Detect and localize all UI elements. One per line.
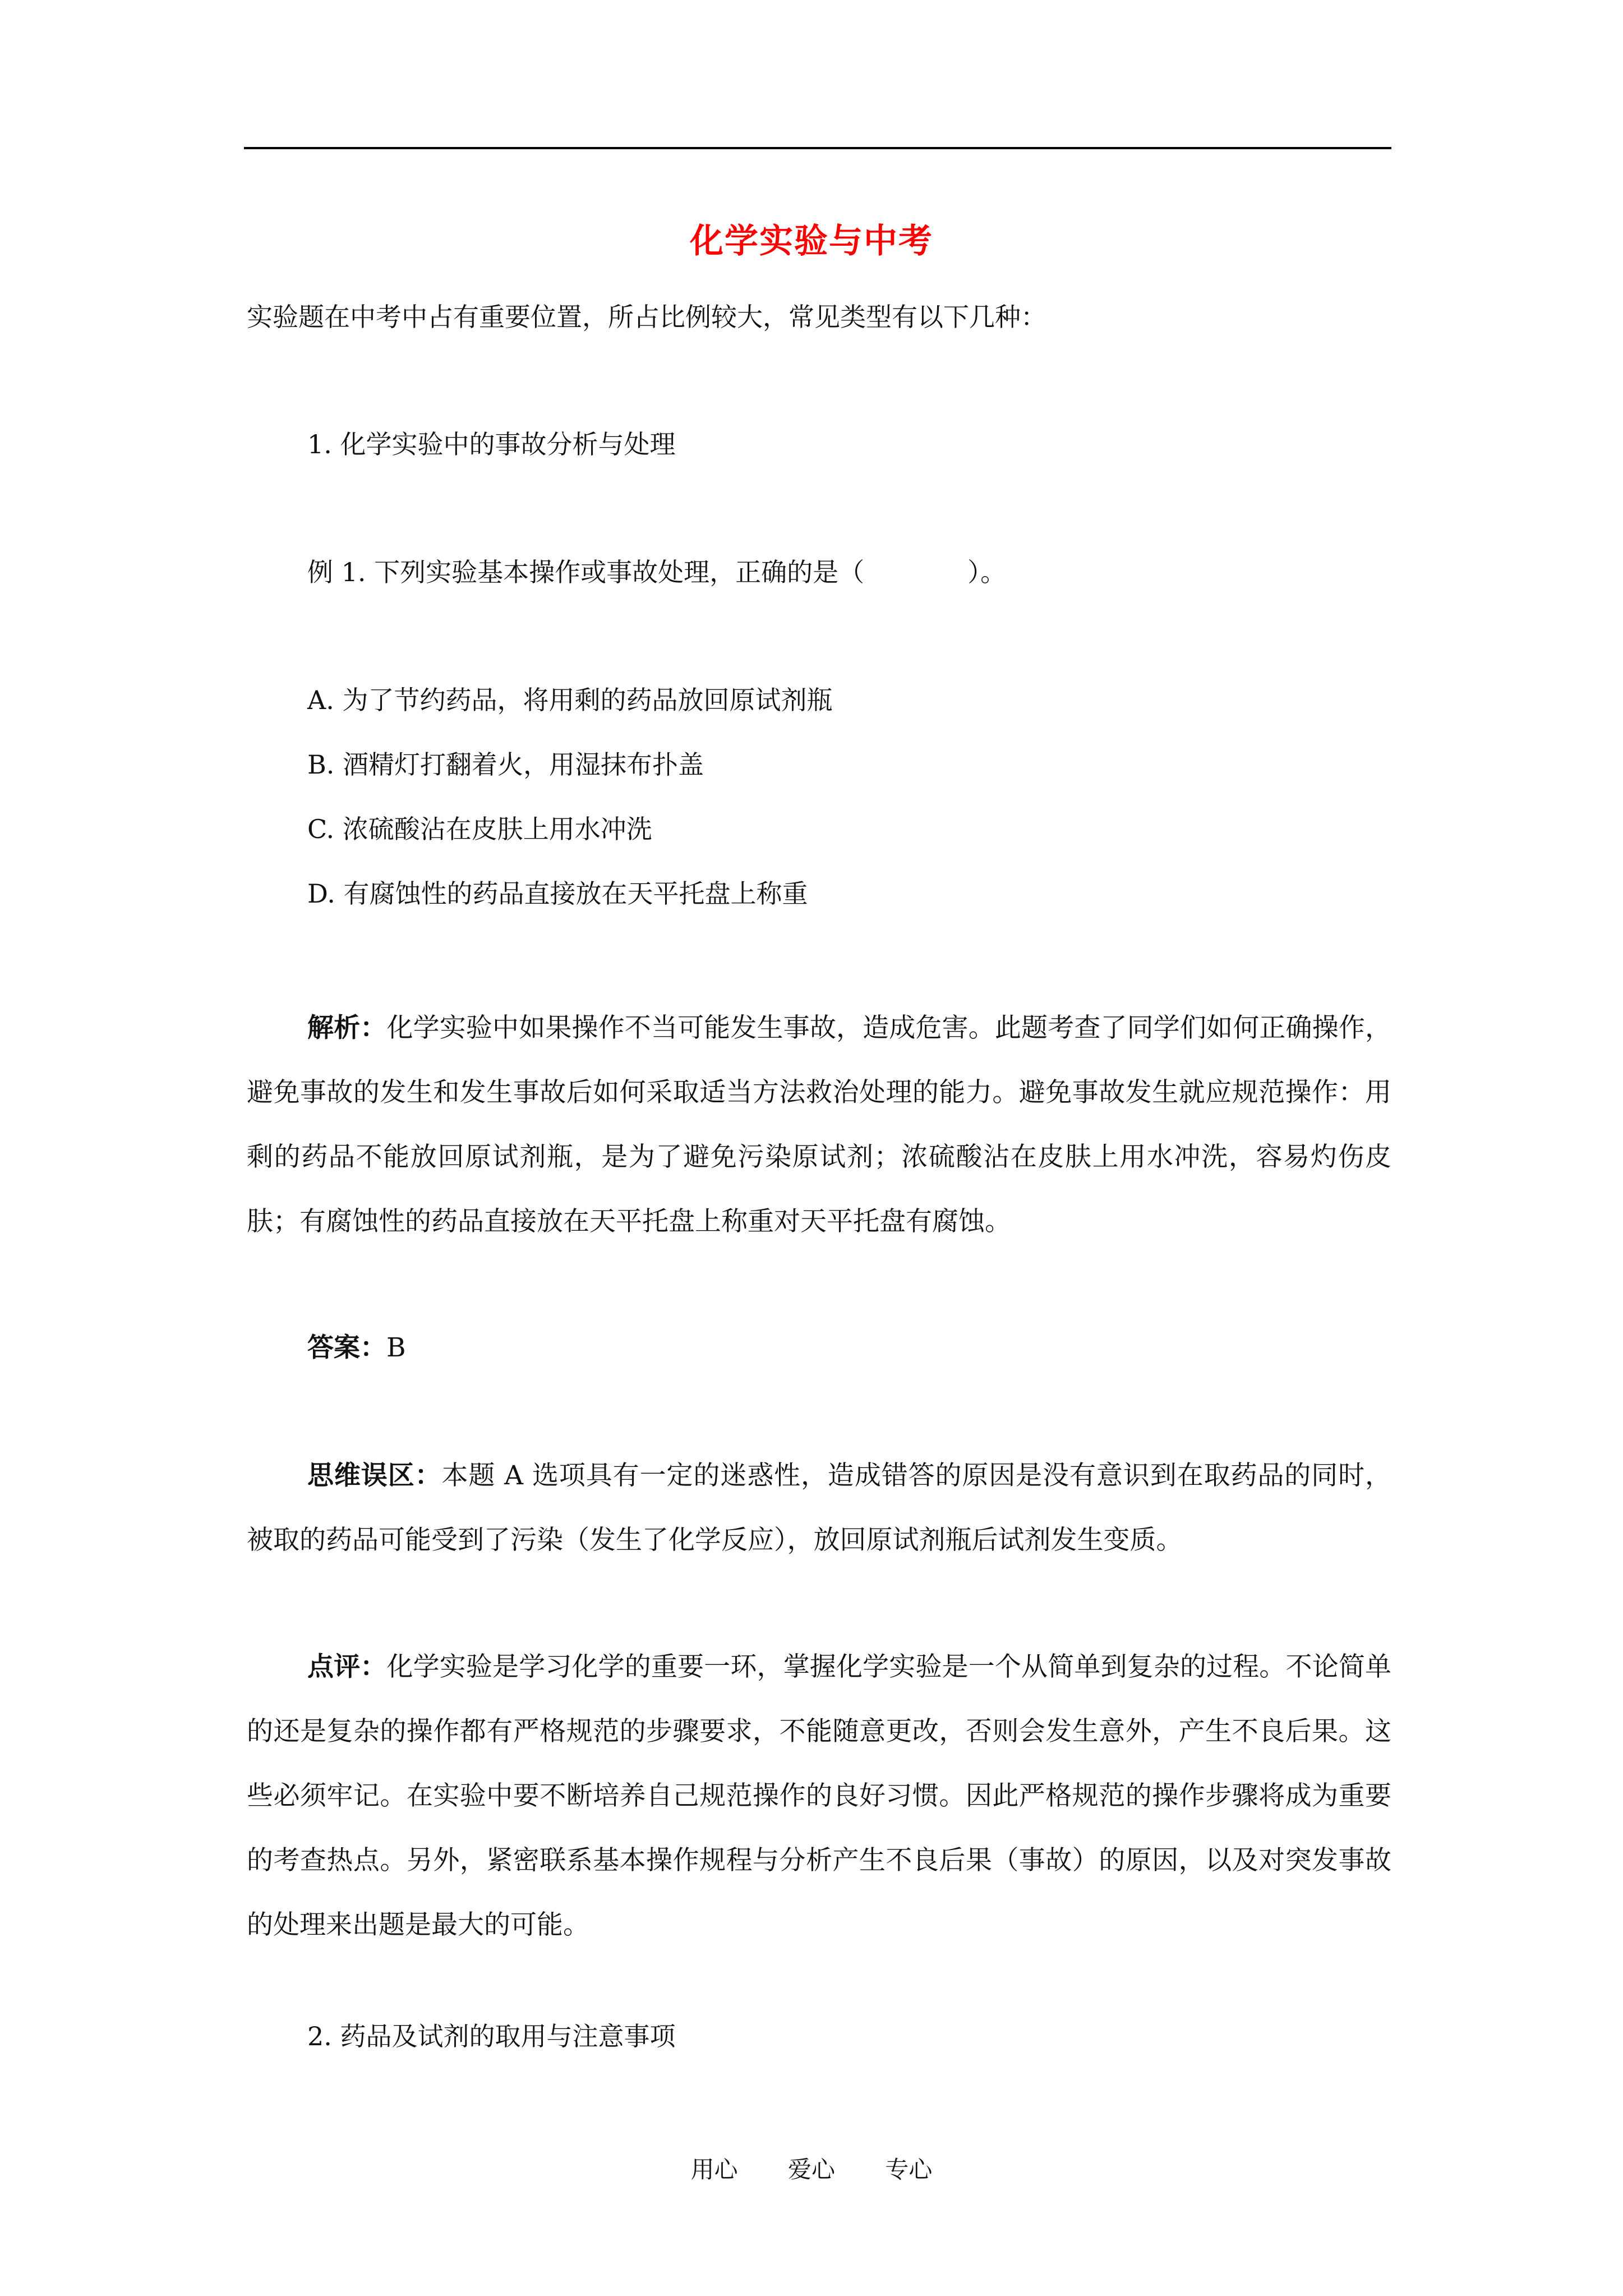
option-d: D. 有腐蚀性的药品直接放在天平托盘上称重 bbox=[307, 878, 808, 909]
page-title: 化学实验与中考 bbox=[690, 222, 933, 261]
comment-text: 化学实验是学习化学的重要一环，掌握化学实验是一个从简单到复杂的过程。不论简单的还是复杂的操作都有严格规范的步骤要求，不能随意更改，否则会发生意外，产生不良后果。这些必须牢记。在实验中要不断培养自己规范操作的良好习惯。因此严格规范的操作步骤将成为重要的考查热点。另外，紧密联系基本操作规程与分析产生不良后果（事故）的原因，以及对突发事故的处理来出题是最大的可能。 bbox=[247, 1651, 1392, 1940]
answer-label: 答案： bbox=[307, 1332, 386, 1363]
footer-word-3: 专心 bbox=[885, 2156, 933, 2183]
pitfall-paragraph bbox=[247, 1443, 1391, 1572]
header-rule bbox=[244, 147, 1391, 149]
answer-value: B bbox=[386, 1332, 406, 1363]
option-a: A. 为了节约药品，将用剩的药品放回原试剂瓶 bbox=[307, 685, 833, 715]
section-2-heading: 2. 药品及试剂的取用与注意事项 bbox=[307, 2021, 676, 2051]
analysis-text: 化学实验中如果操作不当可能发生事故，造成危害。此题考查了同学们如何正确操作，避免事故的发生和发生事故后如何采取适当方法救治处理的能力。避免事故发生就应规范操作：用剩的药品不能放回原试剂瓶，是为了避免污染原试剂；浓硫酸沾在皮肤上用水冲洗，容易灼伤皮肤；有腐蚀性的药品直接放在天平托盘上称重对天平托盘有腐蚀。 bbox=[247, 1013, 1392, 1237]
pitfall-label: 思维误区： bbox=[307, 1460, 442, 1491]
analysis-paragraph bbox=[247, 996, 1391, 1254]
pitfall-text: 本题 A 选项具有一定的迷惑性，造成错答的原因是没有意识到在取药品的同时，被取的药品可能受到了污染（发生了化学反应），放回原试剂瓶后试剂发生变质。 bbox=[247, 1460, 1392, 1556]
footer-word-1: 用心 bbox=[690, 2156, 738, 2183]
section-1-heading: 1. 化学实验中的事故分析与处理 bbox=[307, 429, 676, 459]
intro-text: 实验题在中考中占有重要位置，所占比例较大，常见类型有以下几种： bbox=[247, 302, 1046, 332]
comment-paragraph bbox=[247, 1635, 1391, 1957]
example-1-question: 例 1. 下列实验基本操作或事故处理，正确的是（ ）。 bbox=[307, 557, 1007, 587]
answer-paragraph bbox=[247, 1315, 1391, 1380]
comment-label: 点评： bbox=[307, 1651, 387, 1682]
page-footer bbox=[0, 2151, 1623, 2185]
footer-word-2: 爱心 bbox=[787, 2156, 835, 2183]
option-c: C. 浓硫酸沾在皮肤上用水冲洗 bbox=[307, 814, 652, 844]
analysis-label: 解析： bbox=[307, 1013, 387, 1043]
option-b: B. 酒精灯打翻着火，用湿抹布扑盖 bbox=[307, 749, 704, 780]
